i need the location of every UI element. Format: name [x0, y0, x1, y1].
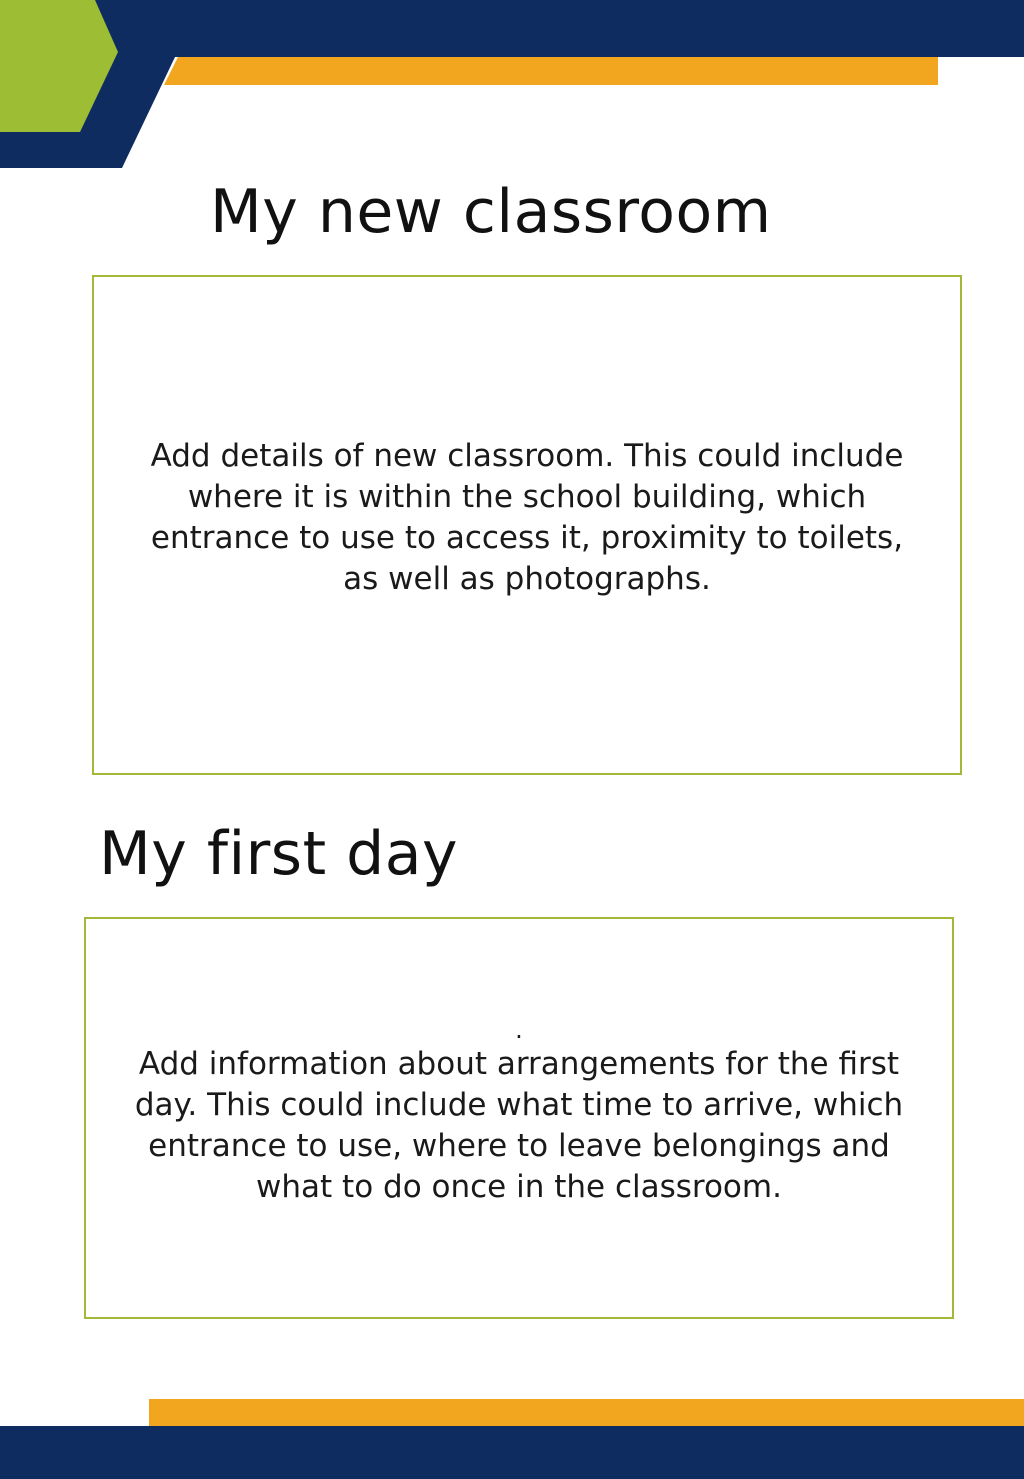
classroom-details-text: Add details of new classroom. This could include where it is within the school building, which entrance to use to access it, proximity to toilets, as well as photographs.	[150, 438, 904, 597]
first-day-dot-marker: .	[515, 1016, 523, 1044]
header-orange-stripe	[164, 57, 938, 85]
first-day-details-text: Add information about arrangements for the first day. This could include what time to arrive, which entrance to use, where to leave belongings and what to do once in the classroom.	[134, 1046, 904, 1205]
first-day-details-box	[84, 917, 954, 1319]
footer-navy-band	[0, 1426, 1024, 1479]
header-band-graphic	[0, 0, 1024, 170]
footer-orange-stripe	[149, 1399, 1024, 1426]
classroom-section-title: My new classroom	[210, 177, 772, 247]
first-day-details-paragraph	[94, 1016, 944, 1208]
footer-band-graphic	[0, 1396, 1024, 1479]
classroom-details-box	[92, 275, 962, 775]
first-day-section-title: My first day	[99, 819, 459, 889]
